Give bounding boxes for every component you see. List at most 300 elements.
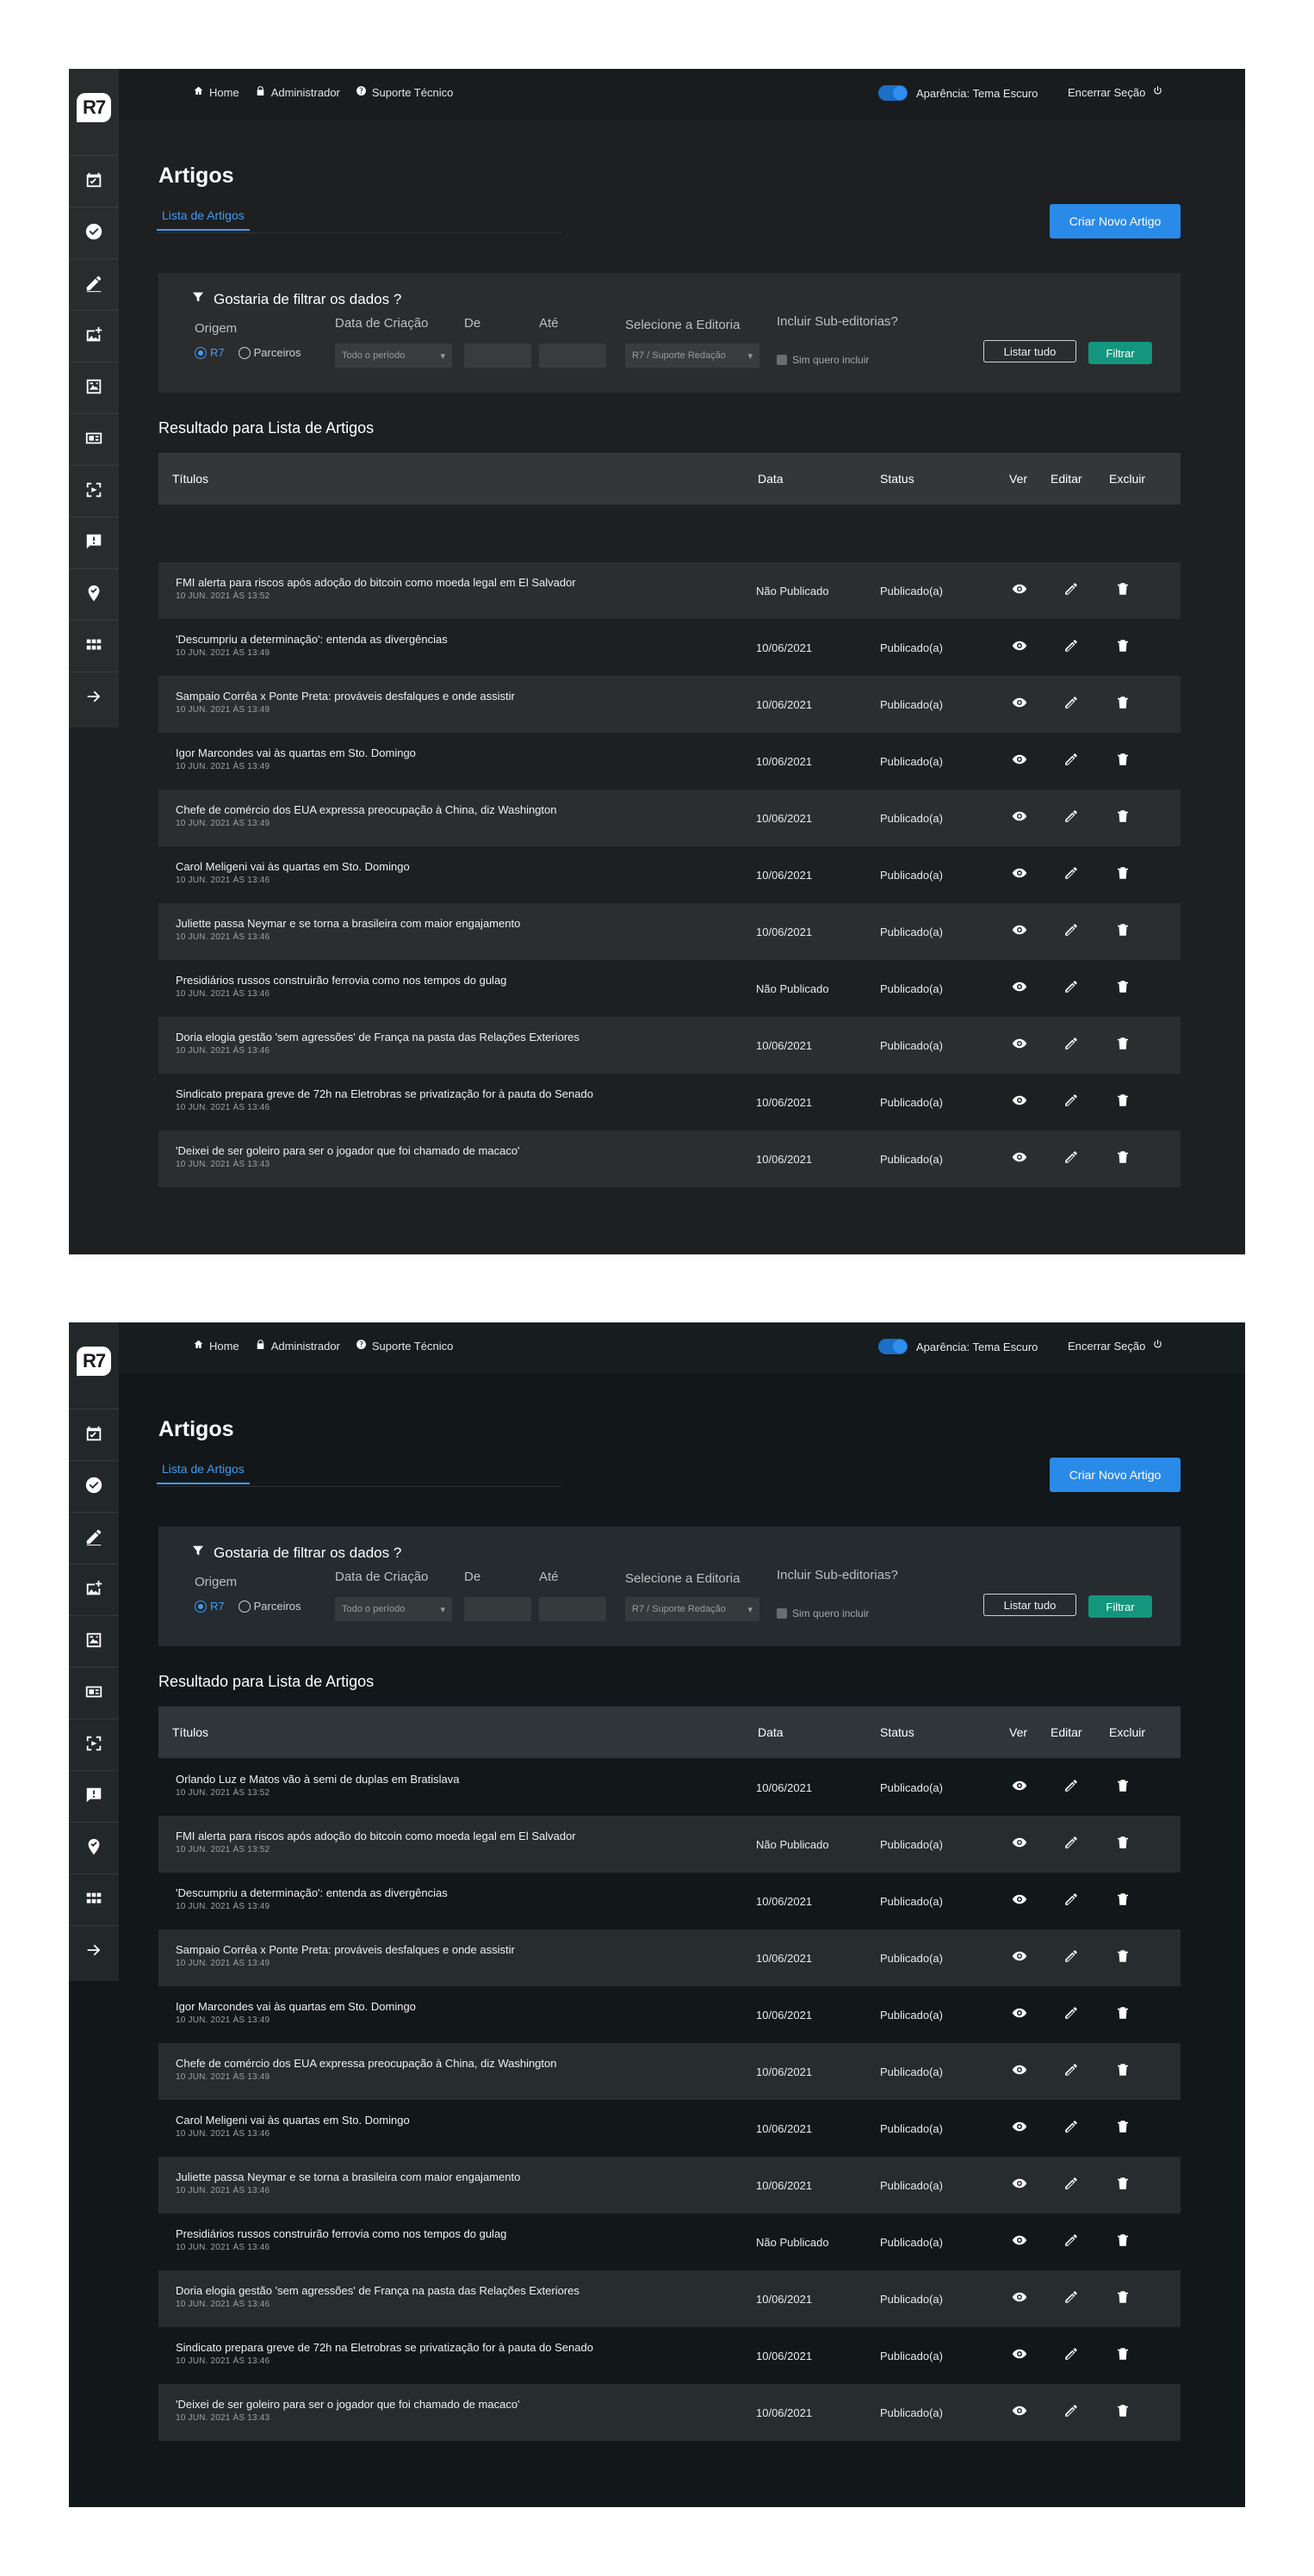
gallery-icon xyxy=(84,1631,103,1654)
logout-button[interactable] xyxy=(1068,85,1163,99)
trash-icon xyxy=(1115,2346,1131,2364)
article-title[interactable]: Juliette passa Neymar e se torna a brasileira com maior engajamento xyxy=(176,917,521,930)
check-circle-icon xyxy=(84,222,103,245)
pencil-icon xyxy=(1063,695,1079,713)
sidebar xyxy=(69,69,119,728)
article-date: 10/06/2021 xyxy=(756,1096,813,1109)
list-all-button[interactable]: Listar tudo xyxy=(983,340,1076,362)
theme-toggle[interactable] xyxy=(878,1339,908,1354)
view-button[interactable] xyxy=(1010,921,1029,940)
sidebar-item-gallery[interactable] xyxy=(69,1615,119,1668)
result-title: Resultado para Lista de Artigos xyxy=(158,419,375,437)
sidebar-item-calendar-check[interactable] xyxy=(69,1409,119,1461)
delete-button[interactable] xyxy=(1113,808,1132,827)
delete-button[interactable] xyxy=(1113,2118,1132,2137)
pencil-icon xyxy=(1063,865,1079,883)
eye-icon xyxy=(1012,2289,1027,2307)
trash-icon xyxy=(1115,2403,1131,2421)
article-status: Publicado(a) xyxy=(880,2406,943,2419)
sidebar-item-feedback[interactable] xyxy=(69,517,119,569)
create-article-button[interactable]: Criar Novo Artigo xyxy=(1050,204,1181,238)
col-status: Status xyxy=(880,1725,914,1739)
edit-button[interactable] xyxy=(1062,1035,1081,1054)
table-row xyxy=(158,2214,1181,2270)
trash-icon xyxy=(1115,2119,1131,2137)
table-row xyxy=(158,676,1181,733)
theme-toggle[interactable] xyxy=(878,85,908,101)
delete-button[interactable] xyxy=(1113,580,1132,599)
origin-partners-radio[interactable] xyxy=(239,1600,301,1613)
delete-button[interactable] xyxy=(1113,1777,1132,1796)
delete-button[interactable] xyxy=(1113,921,1132,940)
sidebar-item-newspaper[interactable] xyxy=(69,413,119,466)
table-row xyxy=(158,1816,1181,1873)
edit-button[interactable] xyxy=(1062,2345,1081,2364)
view-button[interactable] xyxy=(1010,1834,1029,1853)
edit-button[interactable] xyxy=(1062,2232,1081,2251)
delete-button[interactable] xyxy=(1113,637,1132,656)
delete-button[interactable] xyxy=(1113,2232,1132,2251)
subeditorial-checkbox[interactable] xyxy=(777,354,869,366)
article-title[interactable]: FMI alerta para riscos após adoção do bitcoin como moeda legal em El Salvador xyxy=(176,576,576,589)
page-title: Artigos xyxy=(158,164,234,188)
view-button[interactable] xyxy=(1010,694,1029,713)
pencil-icon xyxy=(1063,1948,1079,1966)
eye-icon xyxy=(1012,695,1027,713)
edit-button[interactable] xyxy=(1062,1834,1081,1853)
edit-button[interactable] xyxy=(1062,1947,1081,1966)
editorial-select[interactable] xyxy=(625,1597,759,1621)
pencil-icon xyxy=(1063,922,1079,940)
view-button[interactable] xyxy=(1010,978,1029,997)
eye-icon xyxy=(1012,638,1027,656)
trash-icon xyxy=(1115,1948,1131,1966)
create-article-button[interactable]: Criar Novo Artigo xyxy=(1050,1458,1181,1492)
article-title[interactable]: Igor Marcondes vai às quartas em Sto. Domingo xyxy=(176,746,416,759)
table-row xyxy=(158,1074,1181,1130)
edit-icon xyxy=(84,1527,103,1551)
view-button[interactable] xyxy=(1010,2288,1029,2307)
article-title[interactable]: Juliette passa Neymar e se torna a brasileira com maior engajamento xyxy=(176,2170,521,2183)
eye-icon xyxy=(1012,581,1027,599)
editorial-label: Selecione a Editoria xyxy=(625,318,741,332)
period-select[interactable] xyxy=(335,1597,452,1621)
sidebar-item-location[interactable] xyxy=(69,1822,119,1874)
origin-r7-label: R7 xyxy=(210,346,225,359)
article-timestamp: 10 JUN. 2021 ÀS 13:49 xyxy=(176,1959,270,1968)
article-title[interactable]: 'Deixei de ser goleiro para ser o jogador que foi chamado de macaco' xyxy=(176,2398,520,2411)
edit-button[interactable] xyxy=(1062,694,1081,713)
article-title[interactable]: Carol Meligeni vai às quartas em Sto. Domingo xyxy=(176,860,410,873)
article-date: 10/06/2021 xyxy=(756,2179,813,2192)
eye-icon xyxy=(1012,1892,1027,1910)
view-button[interactable] xyxy=(1010,1891,1029,1910)
table-row xyxy=(158,1929,1181,1986)
article-status: Publicado(a) xyxy=(880,1153,943,1166)
article-date: 10/06/2021 xyxy=(756,755,813,768)
sidebar-item-add-image[interactable] xyxy=(69,1564,119,1616)
sidebar-item-check-circle[interactable] xyxy=(69,1460,119,1513)
article-date: Não Publicado xyxy=(756,2236,829,2249)
eye-icon xyxy=(1012,2119,1027,2137)
article-date: 10/06/2021 xyxy=(756,2406,813,2419)
nav-support[interactable] xyxy=(356,85,453,99)
edit-button[interactable] xyxy=(1062,864,1081,883)
view-button[interactable] xyxy=(1010,2061,1029,2080)
view-button[interactable] xyxy=(1010,751,1029,770)
sidebar-item-newspaper[interactable] xyxy=(69,1667,119,1719)
created-date-label: Data de Criação xyxy=(335,316,429,331)
view-button[interactable] xyxy=(1010,2232,1029,2251)
article-date: 10/06/2021 xyxy=(756,698,813,711)
article-timestamp: 10 JUN. 2021 ÀS 13:52 xyxy=(176,1845,270,1855)
r7-logo[interactable]: R7 xyxy=(77,93,111,122)
article-timestamp: 10 JUN. 2021 ÀS 13:46 xyxy=(176,1103,270,1112)
sidebar-item-check-circle[interactable] xyxy=(69,207,119,259)
article-timestamp: 10 JUN. 2021 ÀS 13:46 xyxy=(176,876,270,885)
delete-button[interactable] xyxy=(1113,1947,1132,1966)
eye-icon xyxy=(1012,1093,1027,1111)
trash-icon xyxy=(1115,2062,1131,2080)
subeditorial-label: Incluir Sub-editorias? xyxy=(777,1568,898,1582)
view-button[interactable] xyxy=(1010,2345,1029,2364)
caret-down-icon: ▾ xyxy=(440,350,445,362)
article-title[interactable]: Chefe de comércio dos EUA expressa preocupação à China, diz Washington xyxy=(176,2057,557,2070)
delete-button[interactable] xyxy=(1113,1035,1132,1054)
power-icon xyxy=(1152,85,1163,99)
pencil-icon xyxy=(1063,1149,1079,1167)
col-view: Ver xyxy=(1009,472,1028,486)
article-timestamp: 10 JUN. 2021 ÀS 13:49 xyxy=(176,762,270,771)
article-status: Publicado(a) xyxy=(880,2236,943,2249)
article-timestamp: 10 JUN. 2021 ÀS 13:49 xyxy=(176,2016,270,2025)
filter-title: Gostaria de filtrar os dados ? xyxy=(214,1544,402,1561)
sidebar-item-edit[interactable] xyxy=(69,1512,119,1564)
col-date: Data xyxy=(758,472,784,486)
table-row xyxy=(158,2043,1181,2100)
tab-article-list[interactable]: Lista de Artigos xyxy=(157,1462,250,1484)
eye-icon xyxy=(1012,2403,1027,2421)
trash-icon xyxy=(1115,1892,1131,1910)
nav-support[interactable] xyxy=(356,1339,453,1353)
view-button[interactable] xyxy=(1010,2118,1029,2137)
sidebar-item-location[interactable] xyxy=(69,568,119,621)
article-timestamp: 10 JUN. 2021 ÀS 13:46 xyxy=(176,2129,270,2139)
nav-home[interactable] xyxy=(193,85,239,99)
period-select[interactable] xyxy=(335,344,452,368)
newspaper-icon xyxy=(84,1682,103,1706)
list-all-button[interactable]: Listar tudo xyxy=(983,1594,1076,1616)
article-timestamp: 10 JUN. 2021 ÀS 13:46 xyxy=(176,989,270,999)
eye-icon xyxy=(1012,1778,1027,1796)
edit-button[interactable] xyxy=(1062,2175,1081,2194)
sidebar-item-apps-grid[interactable] xyxy=(69,1873,119,1926)
view-button[interactable] xyxy=(1010,580,1029,599)
view-button[interactable] xyxy=(1010,1149,1029,1167)
view-button[interactable] xyxy=(1010,2402,1029,2421)
article-title[interactable]: Orlando Luz e Matos vão à semi de duplas em Bratislava xyxy=(176,1773,460,1786)
sidebar-item-video-frame[interactable] xyxy=(69,1718,119,1771)
to-label: Até xyxy=(539,1570,559,1584)
col-view: Ver xyxy=(1009,1725,1028,1739)
view-button[interactable] xyxy=(1010,1092,1029,1111)
sidebar-item-arrow-right[interactable] xyxy=(69,1925,119,1978)
sidebar-item-apps-grid[interactable] xyxy=(69,620,119,672)
trash-icon xyxy=(1115,2176,1131,2194)
article-timestamp: 10 JUN. 2021 ÀS 13:43 xyxy=(176,2413,270,2423)
article-status: Publicado(a) xyxy=(880,2009,943,2022)
view-button[interactable] xyxy=(1010,637,1029,656)
delete-button[interactable] xyxy=(1113,2175,1132,2194)
article-title[interactable]: Chefe de comércio dos EUA expressa preocupação à China, diz Washington xyxy=(176,803,557,816)
eye-icon xyxy=(1012,2176,1027,2194)
edit-button[interactable] xyxy=(1062,637,1081,656)
sidebar-item-feedback[interactable] xyxy=(69,1770,119,1823)
from-label: De xyxy=(464,316,481,331)
article-date: 10/06/2021 xyxy=(756,641,813,654)
gallery-icon xyxy=(84,377,103,400)
delete-button[interactable] xyxy=(1113,1092,1132,1111)
nav-admin[interactable] xyxy=(255,85,340,99)
nav-home-label: Home xyxy=(209,1339,239,1353)
article-timestamp: 10 JUN. 2021 ÀS 13:43 xyxy=(176,1160,270,1169)
pencil-icon xyxy=(1063,1835,1079,1853)
article-status: Publicado(a) xyxy=(880,2350,943,2362)
editorial-select[interactable] xyxy=(625,344,759,368)
article-title[interactable]: Doria elogia gestão 'sem agressões' de França na pasta das Relações Exteriores xyxy=(176,1031,580,1043)
table-row xyxy=(158,1130,1181,1187)
article-date: 10/06/2021 xyxy=(756,926,813,938)
delete-button[interactable] xyxy=(1113,2288,1132,2307)
article-date: 10/06/2021 xyxy=(756,2009,813,2022)
view-button[interactable] xyxy=(1010,2175,1029,2194)
r7-logo[interactable]: R7 xyxy=(77,1347,111,1376)
delete-button[interactable] xyxy=(1113,694,1132,713)
delete-button[interactable] xyxy=(1113,1891,1132,1910)
apps-grid-icon xyxy=(84,635,103,659)
delete-button[interactable] xyxy=(1113,1149,1132,1167)
edit-button[interactable] xyxy=(1062,1149,1081,1167)
eye-icon xyxy=(1012,1835,1027,1853)
table-row xyxy=(158,1873,1181,1929)
filter-button[interactable]: Filtrar xyxy=(1088,342,1152,364)
sidebar-item-calendar-check[interactable] xyxy=(69,155,119,207)
edit-button[interactable] xyxy=(1062,921,1081,940)
eye-icon xyxy=(1012,2005,1027,2023)
article-timestamp: 10 JUN. 2021 ÀS 13:49 xyxy=(176,648,270,658)
origin-radio-group xyxy=(195,346,301,359)
tab-bar xyxy=(157,208,561,233)
add-image-icon xyxy=(84,325,103,349)
nav-home-label: Home xyxy=(209,85,239,99)
pencil-icon xyxy=(1063,979,1079,997)
trash-icon xyxy=(1115,695,1131,713)
article-title[interactable]: Sindicato prepara greve de 72h na Eletrobras se privatização for à pauta do Senado xyxy=(176,2341,593,2354)
article-title[interactable]: Sindicato prepara greve de 72h na Eletrobras se privatização for à pauta do Senado xyxy=(176,1087,593,1100)
trash-icon xyxy=(1115,808,1131,827)
col-delete: Excluir xyxy=(1109,1725,1146,1739)
edit-button[interactable] xyxy=(1062,2004,1081,2023)
table-row xyxy=(158,2327,1181,2384)
to-date-input[interactable] xyxy=(539,344,606,368)
from-date-input[interactable] xyxy=(464,1597,531,1621)
delete-button[interactable] xyxy=(1113,2402,1132,2421)
origin-r7-label: R7 xyxy=(210,1600,225,1613)
article-title[interactable]: Igor Marcondes vai às quartas em Sto. Domingo xyxy=(176,2000,416,2013)
to-date-input[interactable] xyxy=(539,1597,606,1621)
trash-icon xyxy=(1115,979,1131,997)
filter-button[interactable]: Filtrar xyxy=(1088,1595,1152,1618)
article-status: Publicado(a) xyxy=(880,926,943,938)
article-title[interactable]: Sampaio Corrêa x Ponte Preta: prováveis desfalques e onde assistir xyxy=(176,690,515,703)
article-date: 10/06/2021 xyxy=(756,1153,813,1166)
edit-button[interactable] xyxy=(1062,978,1081,997)
edit-button[interactable] xyxy=(1062,580,1081,599)
logout-button[interactable] xyxy=(1068,1339,1163,1353)
tab-article-list[interactable]: Lista de Artigos xyxy=(157,208,250,231)
article-date: 10/06/2021 xyxy=(756,1781,813,1794)
edit-button[interactable] xyxy=(1062,2288,1081,2307)
edit-button[interactable] xyxy=(1062,2402,1081,2421)
article-date: 10/06/2021 xyxy=(756,2122,813,2135)
article-timestamp: 10 JUN. 2021 ÀS 13:52 xyxy=(176,591,270,601)
article-status: Publicado(a) xyxy=(880,1895,943,1908)
edit-button[interactable] xyxy=(1062,2118,1081,2137)
article-title[interactable]: 'Descumpriu a determinação': entenda as divergências xyxy=(176,633,448,646)
article-date: 10/06/2021 xyxy=(756,2293,813,2306)
view-button[interactable] xyxy=(1010,1777,1029,1796)
table-row xyxy=(158,960,1181,1017)
pencil-icon xyxy=(1063,638,1079,656)
edit-button[interactable] xyxy=(1062,1092,1081,1111)
calendar-check-icon xyxy=(84,1424,103,1447)
home-icon xyxy=(193,1339,204,1353)
period-value: Todo o período xyxy=(342,350,406,361)
edit-button[interactable] xyxy=(1062,1891,1081,1910)
delete-button[interactable] xyxy=(1113,2061,1132,2080)
view-button[interactable] xyxy=(1010,1035,1029,1054)
trash-icon xyxy=(1115,1835,1131,1853)
screen-theme-dark-2 xyxy=(69,1322,1245,2507)
article-title[interactable]: FMI alerta para riscos após adoção do bitcoin como moeda legal em El Salvador xyxy=(176,1830,576,1842)
article-title[interactable]: Doria elogia gestão 'sem agressões' de França na pasta das Relações Exteriores xyxy=(176,2284,580,2297)
delete-button[interactable] xyxy=(1113,864,1132,883)
eye-icon xyxy=(1012,2062,1027,2080)
article-date: Não Publicado xyxy=(756,585,829,598)
delete-button[interactable] xyxy=(1113,1834,1132,1853)
article-date: 10/06/2021 xyxy=(756,1895,813,1908)
article-status: Publicado(a) xyxy=(880,869,943,882)
article-timestamp: 10 JUN. 2021 ÀS 13:46 xyxy=(176,2300,270,2309)
filter-heading xyxy=(191,1544,401,1562)
checkbox-box xyxy=(777,355,787,365)
delete-button[interactable] xyxy=(1113,751,1132,770)
filter-icon xyxy=(191,290,205,308)
sidebar-item-edit[interactable] xyxy=(69,258,119,311)
article-title[interactable]: Sampaio Corrêa x Ponte Preta: prováveis desfalques e onde assistir xyxy=(176,1943,515,1956)
nav-support-label: Suporte Técnico xyxy=(371,85,454,99)
origin-r7-radio[interactable] xyxy=(195,1600,225,1613)
eye-icon xyxy=(1012,865,1027,883)
article-status: Publicado(a) xyxy=(880,585,943,598)
pencil-icon xyxy=(1063,1778,1079,1796)
article-status: Publicado(a) xyxy=(880,2179,943,2192)
origin-partners-radio[interactable] xyxy=(239,346,301,359)
view-button[interactable] xyxy=(1010,2004,1029,2023)
help-icon xyxy=(356,1339,367,1353)
pencil-icon xyxy=(1063,2062,1079,2080)
edit-button[interactable] xyxy=(1062,2061,1081,2080)
origin-label: Origem xyxy=(195,1575,238,1589)
eye-icon xyxy=(1012,922,1027,940)
article-date: 10/06/2021 xyxy=(756,2065,813,2078)
view-button[interactable] xyxy=(1010,1947,1029,1966)
article-timestamp: 10 JUN. 2021 ÀS 13:46 xyxy=(176,1046,270,1056)
view-button[interactable] xyxy=(1010,808,1029,827)
article-title[interactable]: 'Descumpriu a determinação': entenda as divergências xyxy=(176,1886,448,1899)
nav-admin[interactable] xyxy=(255,1339,340,1353)
article-status: Publicado(a) xyxy=(880,982,943,995)
article-timestamp: 10 JUN. 2021 ÀS 13:46 xyxy=(176,2356,270,2366)
sidebar-item-video-frame[interactable] xyxy=(69,465,119,517)
editorial-label: Selecione a Editoria xyxy=(625,1571,741,1586)
subeditorial-label: Incluir Sub-editorias? xyxy=(777,314,898,329)
origin-r7-radio[interactable] xyxy=(195,346,225,359)
table-row xyxy=(158,790,1181,846)
trash-icon xyxy=(1115,638,1131,656)
eye-icon xyxy=(1012,2346,1027,2364)
article-date: Não Publicado xyxy=(756,982,829,995)
article-status: Publicado(a) xyxy=(880,1096,943,1109)
add-image-icon xyxy=(84,1579,103,1602)
pencil-icon xyxy=(1063,2232,1079,2251)
delete-button[interactable] xyxy=(1113,2345,1132,2364)
table-row xyxy=(158,2157,1181,2214)
page-title: Artigos xyxy=(158,1417,234,1441)
subeditorial-check-label: Sim quero incluir xyxy=(792,354,870,366)
article-status: Publicado(a) xyxy=(880,2065,943,2078)
trash-icon xyxy=(1115,1036,1131,1054)
table-row xyxy=(158,619,1181,676)
nav-home[interactable] xyxy=(193,1339,239,1353)
article-title[interactable]: Presidiários russos construirão ferrovia como nos tempos do gulag xyxy=(176,974,507,987)
table-row xyxy=(158,903,1181,960)
view-button[interactable] xyxy=(1010,864,1029,883)
pencil-icon xyxy=(1063,1093,1079,1111)
edit-button[interactable] xyxy=(1062,751,1081,770)
article-title[interactable]: Presidiários russos construirão ferrovia como nos tempos do gulag xyxy=(176,2227,507,2240)
sidebar-item-add-image[interactable] xyxy=(69,310,119,362)
pencil-icon xyxy=(1063,2289,1079,2307)
sidebar-item-gallery[interactable] xyxy=(69,362,119,414)
article-status: Publicado(a) xyxy=(880,1952,943,1965)
edit-button[interactable] xyxy=(1062,808,1081,827)
article-title[interactable]: 'Deixei de ser goleiro para ser o jogador que foi chamado de macaco' xyxy=(176,1144,520,1157)
subeditorial-checkbox[interactable] xyxy=(777,1607,869,1619)
arrow-right-icon xyxy=(84,687,103,710)
from-date-input[interactable] xyxy=(464,344,531,368)
delete-button[interactable] xyxy=(1113,978,1132,997)
delete-button[interactable] xyxy=(1113,2004,1132,2023)
edit-button[interactable] xyxy=(1062,1777,1081,1796)
eye-icon xyxy=(1012,1948,1027,1966)
article-title[interactable]: Carol Meligeni vai às quartas em Sto. Domingo xyxy=(176,2114,410,2127)
article-status: Publicado(a) xyxy=(880,1039,943,1052)
checkbox-box xyxy=(777,1608,787,1619)
sidebar-item-arrow-right[interactable] xyxy=(69,672,119,724)
article-timestamp: 10 JUN. 2021 ÀS 13:49 xyxy=(176,819,270,828)
lock-icon xyxy=(255,85,266,99)
